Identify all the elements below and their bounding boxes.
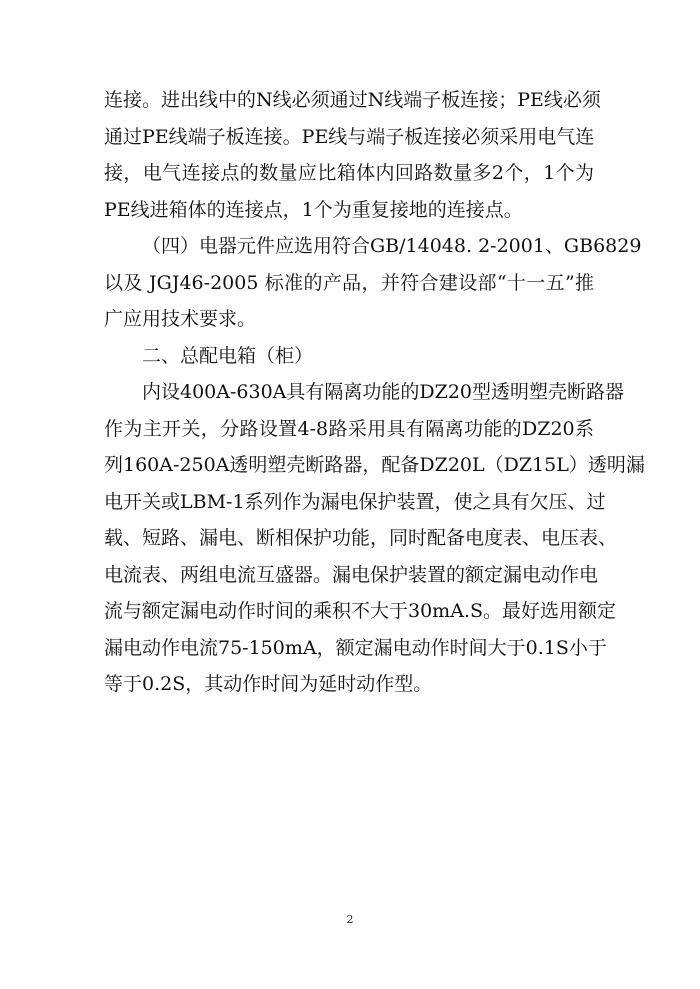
text-line: 载、短路、漏电、断相保护功能，同时配备电度表、电压表、 <box>104 527 618 549</box>
section-heading: 二、总配电箱（柜） <box>142 344 314 367</box>
text-line: 等于0.2S，其动作时间为延时动作型。 <box>104 673 433 695</box>
body-text <box>104 82 645 703</box>
text-line: （四）电器元件应选用符合GB/14048. 2-2001、GB6829 <box>142 235 642 257</box>
text-line: 流与额定漏电动作时间的乘积不大于30mA.S。最好选用额定 <box>104 600 616 622</box>
text-line: 作为主开关，分路设置4-8路采用具有隔离功能的DZ20系 <box>104 417 594 440</box>
text-line: PE线进箱体的连接点，1个为重复接地的连接点。 <box>104 198 523 221</box>
text-line: 连接。进出线中的N线必须通过N线端子板连接；PE线必须 <box>104 89 601 111</box>
text-line: 接，电气连接点的数量应比箱体内回路数量多2个，1个为 <box>104 162 594 184</box>
text-line: 内设400A-630A具有隔离功能的DZ20型透明塑壳断路器 <box>142 381 625 403</box>
text-line: 通过PE线端子板连接。PE线与端子板连接必须采用电气连 <box>104 125 595 148</box>
text-line: 广应用技术要求。 <box>104 308 257 330</box>
text-line: 电开关或LBM-1系列作为漏电保护装置，使之具有欠压、过 <box>104 490 606 513</box>
text-line: 列160A-250A透明塑壳断路器，配备DZ20L（DZ15L）透明漏 <box>104 454 645 476</box>
text-line: 漏电动作电流75-150mA，额定漏电动作时间大于0.1S小于 <box>104 636 607 659</box>
page-number: 2 <box>346 913 354 926</box>
text-line: 电流表、两组电流互盛器。漏电保护装置的额定漏电动作电 <box>104 563 599 586</box>
text-line: 以及 JGJ46-2005 标准的产品，并符合建设部“十一五”推 <box>104 271 594 294</box>
